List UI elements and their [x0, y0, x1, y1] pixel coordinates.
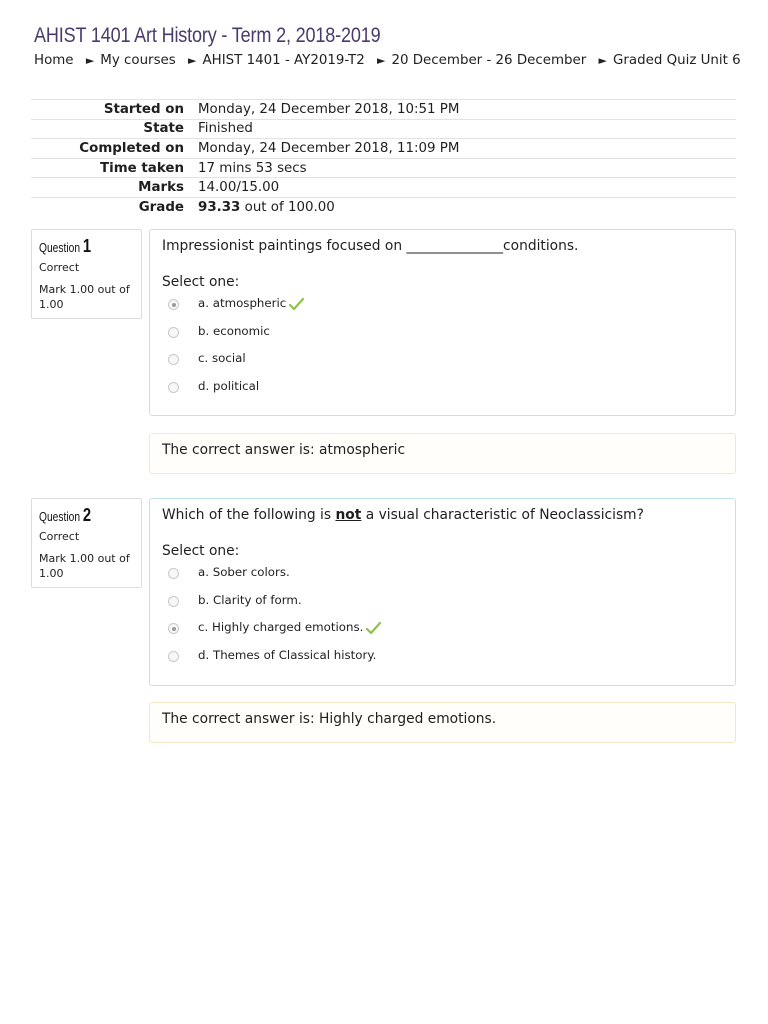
checkmark-icon [289, 297, 304, 311]
question-2-feedback [149, 702, 736, 743]
question-grade: Mark 1.00 out of 1.00 [39, 552, 130, 580]
breadcrumb-quiz[interactable]: Graded Quiz Unit 6 [613, 53, 741, 68]
question-text: Which of the following is not a visual characteristic of Neoclassicism? [162, 507, 644, 523]
answer-option[interactable] [162, 378, 723, 409]
option-label: b. economic [198, 323, 270, 338]
option-label: a. atmospheric [198, 296, 304, 311]
select-one-prompt: Select one: [162, 543, 240, 559]
radio-button[interactable] [168, 651, 179, 662]
summary-label: Time taken [31, 158, 198, 178]
summary-row-completed [31, 139, 736, 159]
correct-answer-text: The correct answer is: Highly charged emotions. [162, 711, 497, 727]
question-grade: Mark 1.00 out of 1.00 [39, 283, 130, 311]
radio-button[interactable] [168, 568, 179, 579]
question-state: Correct [39, 261, 80, 274]
breadcrumb-week[interactable]: 20 December - 26 December [391, 53, 587, 68]
grade-suffix: out of 100.00 [244, 199, 335, 215]
summary-label: Started on [31, 100, 198, 120]
summary-value: 14.00/15.00 [198, 178, 736, 198]
answer-options [162, 298, 723, 408]
question-number: Question 1 [39, 236, 92, 256]
breadcrumb-separator: ► [85, 54, 95, 67]
question-number: Question 2 [39, 505, 92, 525]
radio-button[interactable] [168, 354, 179, 365]
radio-button-selected[interactable] [168, 299, 179, 310]
radio-button-selected[interactable] [168, 623, 179, 634]
option-label: d. political [198, 378, 260, 393]
grade-score: 93.33 [198, 199, 241, 215]
question-1-formulation [149, 229, 736, 416]
option-label: a. Sober colors. [198, 565, 290, 579]
radio-button[interactable] [168, 327, 179, 338]
summary-label: Completed on [31, 139, 198, 159]
question-text: Impressionist paintings focused on ______________conditions. [162, 238, 579, 254]
summary-label: Grade [31, 197, 198, 216]
question-1-feedback [149, 433, 736, 474]
answer-option[interactable] [162, 592, 723, 623]
summary-value: Monday, 24 December 2018, 10:51 PM [198, 100, 736, 120]
radio-button[interactable] [168, 596, 179, 607]
answer-option[interactable] [162, 567, 723, 595]
answer-option[interactable] [162, 323, 723, 354]
select-one-prompt: Select one: [162, 274, 240, 290]
checkmark-icon [366, 621, 381, 635]
emphasis-not: not [335, 507, 362, 523]
page-title: AHIST 1401 Art History - Term 2, 2018-2019 [34, 24, 381, 47]
answer-option[interactable] [162, 647, 723, 678]
answer-options [162, 567, 723, 677]
summary-value: Monday, 24 December 2018, 11:09 PM [198, 139, 736, 159]
summary-row-grade [31, 197, 736, 216]
question-state: Correct [39, 530, 80, 543]
option-label: c. Highly charged emotions. [198, 620, 381, 635]
answer-option[interactable] [162, 353, 723, 381]
correct-answer-text: The correct answer is: atmospheric [162, 442, 406, 458]
breadcrumb-separator: ► [376, 54, 386, 67]
summary-value [198, 197, 736, 216]
breadcrumb-course[interactable]: AHIST 1401 - AY2019-T2 [202, 53, 365, 68]
summary-row-time-taken [31, 158, 736, 178]
summary-label: State [31, 119, 198, 139]
summary-value: 17 mins 53 secs [198, 158, 736, 178]
option-label: b. Clarity of form. [198, 592, 302, 607]
answer-option[interactable] [162, 622, 723, 650]
question-1-info [31, 229, 142, 319]
option-label: d. Themes of Classical history. [198, 647, 377, 662]
summary-label: Marks [31, 178, 198, 198]
breadcrumb [34, 53, 741, 68]
summary-row-state [31, 119, 736, 139]
question-2-info [31, 498, 142, 588]
breadcrumb-separator: ► [188, 54, 197, 67]
question-2-formulation [149, 498, 736, 686]
option-label: c. social [198, 351, 246, 365]
answer-option[interactable] [162, 298, 723, 326]
radio-button[interactable] [168, 382, 179, 393]
summary-row-started [31, 100, 736, 120]
summary-value: Finished [198, 119, 736, 139]
summary-row-marks [31, 178, 736, 198]
quiz-summary-table [31, 99, 736, 217]
breadcrumb-separator: ► [598, 54, 607, 67]
breadcrumb-home[interactable]: Home [34, 53, 74, 68]
breadcrumb-my-courses[interactable]: My courses [100, 53, 176, 68]
